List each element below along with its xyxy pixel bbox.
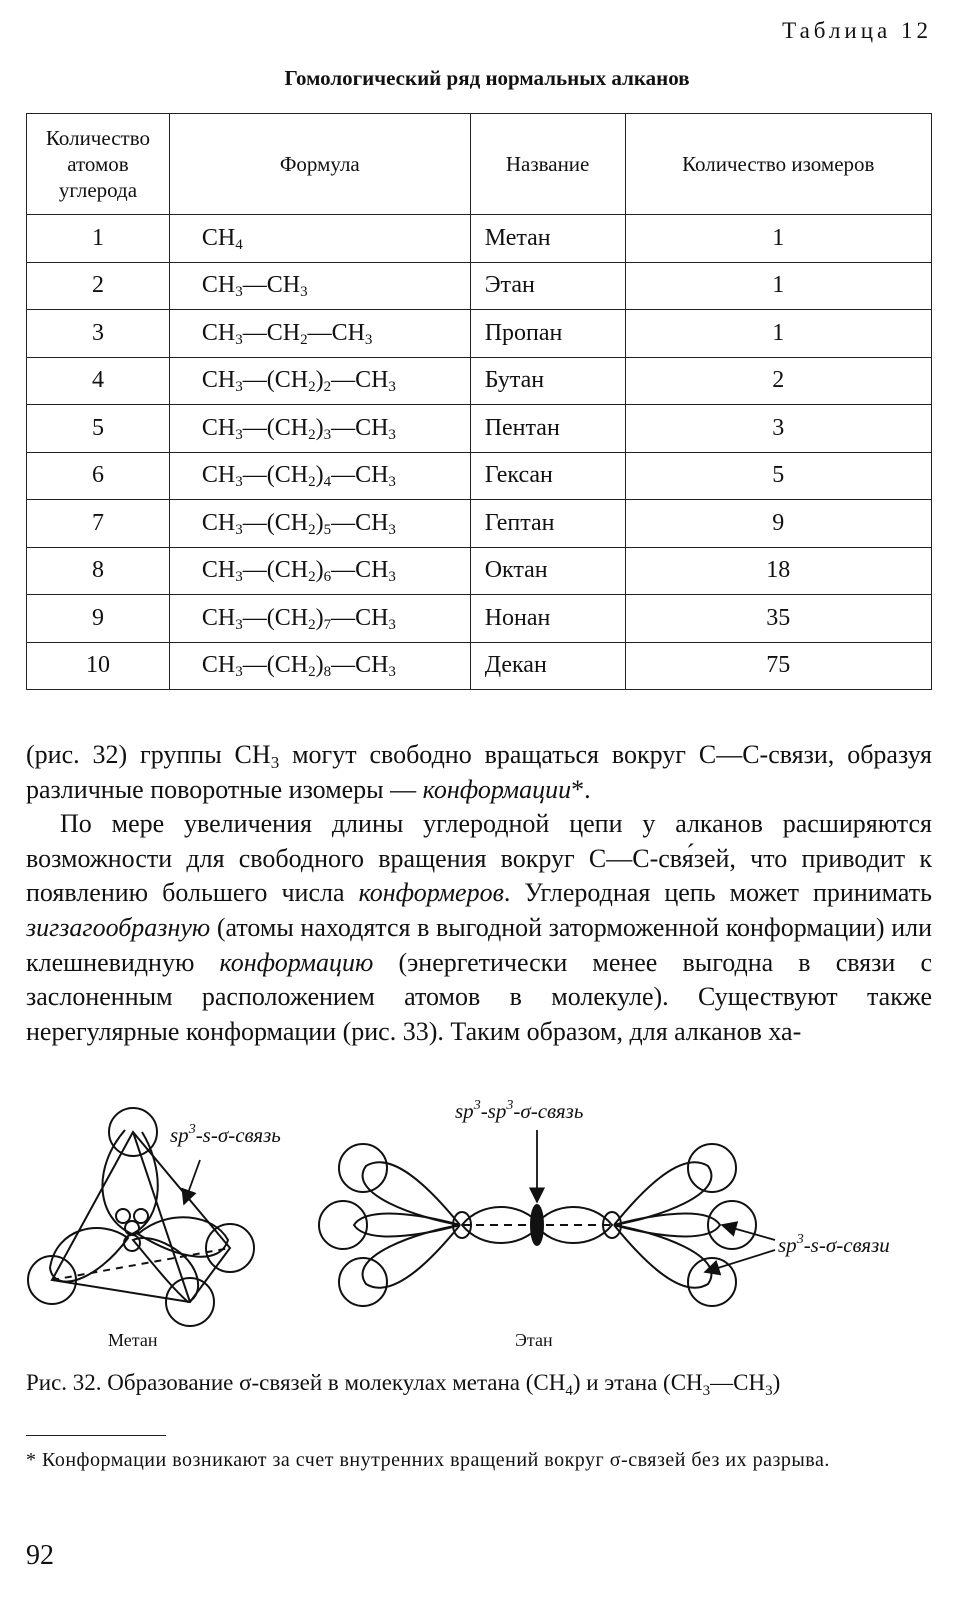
formula-subscript: 4 xyxy=(235,236,243,253)
formula-subscript: 3 xyxy=(235,569,243,586)
table-title: Гомологический ряд нормальных алканов xyxy=(284,66,690,90)
italic-term: конформеров xyxy=(358,878,504,908)
formula-subscript: 5 xyxy=(323,521,332,538)
text-run: (рис. 32) группы CH xyxy=(26,740,271,769)
carbon-count-cell: 6 xyxy=(27,452,170,500)
formula-subscript: 3 xyxy=(388,664,396,681)
footnote: * Конформации возникают за счет внутренних вращений вокруг σ-связей без их разрыва. xyxy=(26,1449,830,1471)
header-carbon-count-line1: Количество xyxy=(45,125,150,150)
alkane-name-cell: Пропан xyxy=(470,310,625,358)
formula-cell xyxy=(169,452,470,500)
formula-part: —CH xyxy=(331,367,389,394)
formula-subscript: 3 xyxy=(235,664,243,681)
alkane-name-cell: Бутан xyxy=(470,357,625,405)
table-row xyxy=(27,215,932,263)
formula-subscript: 3 xyxy=(388,426,396,443)
table-row xyxy=(27,262,932,310)
formula-part: CH xyxy=(201,652,236,679)
formula-cell xyxy=(169,215,470,263)
formula-part: ) xyxy=(315,509,324,536)
text-run: (атомы находятся в выгодной заторможенной конформации) или клешневидную xyxy=(26,912,932,977)
formula-part: CH xyxy=(201,319,236,346)
alkane-name-cell: Метан xyxy=(470,215,625,263)
formula-part: ) xyxy=(315,462,324,489)
formula-part: —(CH xyxy=(242,462,309,489)
ethane-diagram xyxy=(319,1130,775,1306)
text-run: . Углеродная цепь может принимать xyxy=(503,878,933,908)
paragraph-2 xyxy=(26,807,932,1049)
formula-cell xyxy=(169,547,470,595)
formula-subscript: 2 xyxy=(308,664,316,681)
formula-part: ) xyxy=(315,652,324,679)
text-run: ) xyxy=(772,1370,781,1395)
formula-part: ) xyxy=(315,367,324,394)
carbon-count-cell: 1 xyxy=(27,215,170,263)
table-row xyxy=(27,500,932,548)
isomer-count-cell: 2 xyxy=(625,357,931,405)
formula-cell xyxy=(169,500,470,548)
methane-label: Метан xyxy=(108,1330,158,1350)
header-carbon-count xyxy=(27,114,170,215)
header-carbon-count-line3: углерода xyxy=(58,178,138,203)
body-text xyxy=(26,738,932,1049)
alkane-name-cell: Гептан xyxy=(470,500,625,548)
formula-part: —CH xyxy=(331,652,389,679)
formula-subscript: 2 xyxy=(308,474,316,491)
subscript: 3 xyxy=(765,1383,773,1399)
italic-term: конформацию xyxy=(219,947,374,977)
isomer-count-cell: 18 xyxy=(625,547,931,595)
formula-subscript: 4 xyxy=(323,474,332,491)
formula-part: —CH xyxy=(242,319,301,346)
isomer-count-cell: 9 xyxy=(625,500,931,548)
carbon-count-cell: 10 xyxy=(27,642,170,690)
carbon-count-cell: 4 xyxy=(27,357,170,405)
formula-part: ) xyxy=(315,604,324,631)
alkane-name-cell: Гексан xyxy=(470,452,625,500)
text-run: (энергетически менее выгодна в связи с заслоненным расположением атомов в молекуле). Существуют также нерегулярные конформации (рис. 33). Таким образом, для алканов ха- xyxy=(26,947,932,1046)
formula-subscript: 3 xyxy=(388,569,396,586)
italic-term: зигзагообразную xyxy=(26,912,211,942)
table-row xyxy=(27,357,932,405)
isomer-count-cell: 5 xyxy=(625,452,931,500)
formula-subscript: 2 xyxy=(308,569,316,586)
italic-term: конформации xyxy=(422,774,572,804)
formula-subscript: 3 xyxy=(364,331,373,348)
paragraph-1 xyxy=(26,738,932,807)
formula-subscript: 3 xyxy=(388,379,396,396)
formula-subscript: 3 xyxy=(235,379,243,396)
figure-caption xyxy=(26,1370,946,1399)
formula-part: —CH xyxy=(307,319,365,346)
formula-subscript: 3 xyxy=(388,521,396,538)
formula-subscript: 2 xyxy=(323,379,332,396)
formula-part: CH xyxy=(201,224,236,251)
alkane-name-cell: Этан xyxy=(470,262,625,310)
text-run: —CH xyxy=(710,1370,766,1395)
formula-part: —(CH xyxy=(242,557,309,584)
table-body xyxy=(27,215,932,690)
formula-subscript: 2 xyxy=(308,379,316,396)
formula-subscript: 3 xyxy=(235,426,243,443)
isomer-count-cell: 75 xyxy=(625,642,931,690)
formula-part: —(CH xyxy=(242,652,309,679)
header-formula: Формула xyxy=(169,114,470,215)
text-run: *. xyxy=(571,774,591,804)
formula-part: —CH xyxy=(331,509,389,536)
formula-part: —CH xyxy=(331,462,389,489)
ethane-cc-bond-label: $sp^3-sp^3-\sigma$-связь xyxy=(455,1098,584,1123)
formula-part: —(CH xyxy=(242,604,309,631)
formula-cell xyxy=(169,405,470,453)
alkanes-table xyxy=(26,113,932,690)
formula-part: —CH xyxy=(242,272,301,299)
table-number-label: Таблица 12 xyxy=(782,18,932,43)
formula-subscript: 2 xyxy=(308,616,316,633)
formula-subscript: 3 xyxy=(300,284,308,301)
formula-subscript: 6 xyxy=(323,569,332,586)
formula-subscript: 3 xyxy=(388,474,396,491)
figure-32 xyxy=(0,1090,974,1360)
carbon-count-cell: 3 xyxy=(27,310,170,358)
carbon-count-cell: 7 xyxy=(27,500,170,548)
formula-cell xyxy=(169,642,470,690)
table-row xyxy=(27,595,932,643)
table-row xyxy=(27,642,932,690)
header-name: Название xyxy=(470,114,625,215)
formula-part: CH xyxy=(201,604,236,631)
ethane-ch-bond-label: $sp^3-s-\sigma$-связи xyxy=(778,1232,890,1257)
formula-subscript: 2 xyxy=(300,331,308,348)
formula-cell xyxy=(169,595,470,643)
table-row xyxy=(27,310,932,358)
formula-part: CH xyxy=(201,367,236,394)
text-run: По мере увеличения длины углеродной цепи у алканов расширяются возможности для свободного вращения вокруг C—C-свя́зей, что приводит к появлению большего числа xyxy=(26,809,932,908)
text-run: ) и этана (CH xyxy=(572,1370,703,1395)
formula-part: ) xyxy=(315,557,324,584)
carbon-count-cell: 8 xyxy=(27,547,170,595)
carbon-count-cell: 9 xyxy=(27,595,170,643)
header-carbon-count-line2: атомов xyxy=(67,151,129,176)
isomer-count-cell: 35 xyxy=(625,595,931,643)
table-header-row xyxy=(27,114,932,215)
text-run: Рис. 32. Образование σ-связей в молекулах метана (CH xyxy=(26,1370,566,1395)
formula-part: ) xyxy=(315,414,324,441)
formula-subscript: 2 xyxy=(308,521,316,538)
formula-subscript: 3 xyxy=(235,616,243,633)
formula-part: —(CH xyxy=(242,414,309,441)
isomer-count-cell: 1 xyxy=(625,215,931,263)
formula-part: —CH xyxy=(331,557,389,584)
carbon-count-cell: 2 xyxy=(27,262,170,310)
page-number: 92 xyxy=(26,1540,54,1571)
formula-cell xyxy=(169,310,470,358)
formula-subscript: 3 xyxy=(388,616,396,633)
formula-subscript: 3 xyxy=(235,521,243,538)
formula-part: CH xyxy=(201,462,236,489)
formula-part: —(CH xyxy=(242,509,309,536)
formula-subscript: 7 xyxy=(323,616,332,633)
alkane-name-cell: Пентан xyxy=(470,405,625,453)
formula-subscript: 3 xyxy=(235,474,243,491)
formula-subscript: 3 xyxy=(235,284,243,301)
formula-part: —CH xyxy=(331,414,389,441)
isomer-count-cell: 1 xyxy=(625,310,931,358)
subscript: 4 xyxy=(565,1383,573,1399)
formula-part: CH xyxy=(201,272,236,299)
formula-cell xyxy=(169,262,470,310)
header-isomers: Количество изомеров xyxy=(625,114,931,215)
formula-subscript: 2 xyxy=(308,426,316,443)
table-row xyxy=(27,547,932,595)
alkane-name-cell: Октан xyxy=(470,547,625,595)
text-run: могут свободно вращаться вокруг C—C-связи, образуя различные поворотные изомеры — xyxy=(26,740,932,804)
formula-part: CH xyxy=(201,414,236,441)
formula-subscript: 3 xyxy=(235,331,243,348)
subscript: 3 xyxy=(270,753,280,772)
formula-subscript: 8 xyxy=(323,664,332,681)
footnote-rule xyxy=(26,1435,166,1436)
ethane-label: Этан xyxy=(515,1330,553,1350)
isomer-count-cell: 3 xyxy=(625,405,931,453)
methane-bond-label: $sp^3-s-\sigma$-связь xyxy=(170,1122,281,1147)
isomer-count-cell: 1 xyxy=(625,262,931,310)
formula-subscript: 3 xyxy=(323,426,332,443)
formula-part: —CH xyxy=(331,604,389,631)
alkane-name-cell: Нонан xyxy=(470,595,625,643)
subscript: 3 xyxy=(702,1383,711,1399)
carbon-count-cell: 5 xyxy=(27,405,170,453)
formula-cell xyxy=(169,357,470,405)
alkane-name-cell: Декан xyxy=(470,642,625,690)
formula-part: —(CH xyxy=(242,367,309,394)
formula-part: CH xyxy=(201,557,236,584)
formula-part: CH xyxy=(201,509,236,536)
table-row xyxy=(27,452,932,500)
table-row xyxy=(27,405,932,453)
